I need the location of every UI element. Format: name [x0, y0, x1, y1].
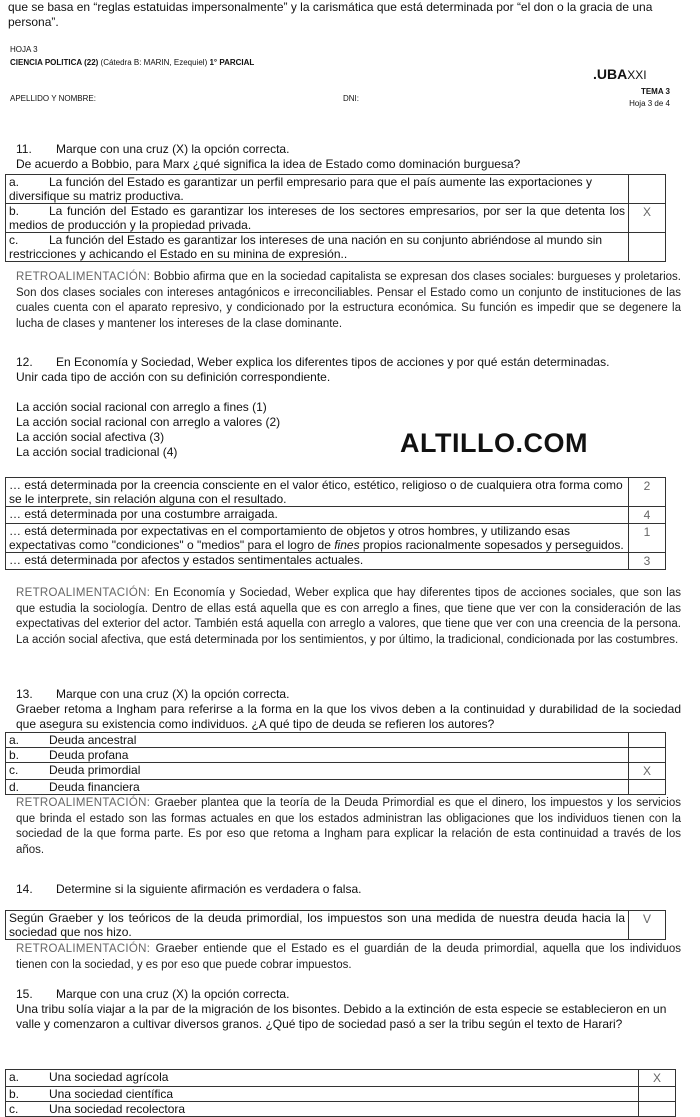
option-text: Deuda primordial: [49, 763, 141, 777]
course-cathedra: (Cátedra B: MARIN, Ezequiel): [98, 58, 210, 67]
option-text: La función del Estado es garantizar los intereses de los sectores empresarios, por ser la que detenta los medios de producción y la propiedad privada.: [9, 204, 625, 232]
q12-type-2: La acción social racional con arreglo a valores (2): [16, 415, 281, 429]
q13-option-answer[interactable]: [629, 780, 666, 795]
option-text: Una sociedad agrícola: [49, 1070, 169, 1084]
name-field-label: APELLIDO Y NOMBRE:: [10, 94, 96, 103]
option-text: Deuda profana: [49, 748, 129, 762]
option-letter: c.: [9, 233, 19, 247]
feedback-text: Graeber entiende que el Estado es el guardián de la deuda primordial, aquella que los individuos tienen con la sociedad, y es por eso que puede cobrar impuestos.: [16, 943, 681, 971]
course-exam: 1° PARCIAL: [209, 58, 255, 67]
q14-feedback: [16, 942, 681, 973]
q13-option-text: [6, 733, 629, 748]
option-letter: b.: [9, 204, 20, 218]
q12-instruction-text: En Economía y Sociedad, Weber explica los diferentes tipos de acciones y por qué están determinadas.: [56, 355, 610, 369]
option-letter: a.: [9, 175, 20, 189]
q12-definition-text: … está determinada por la creencia consciente en el valor ético, estético, religioso o de cualquiera otra forma como se le interprete, sin relación alguna con el resultado.: [6, 478, 629, 507]
q14-answer[interactable]: V: [629, 911, 666, 940]
q12-number: 12.: [16, 355, 33, 369]
q13-option-a: [6, 733, 666, 748]
q13-options-table: [5, 732, 666, 795]
q13-feedback: [16, 796, 681, 858]
q13-number: 13.: [16, 687, 33, 701]
q13-option-text: [6, 780, 629, 795]
q12-definition-text: … está determinada por una costumbre arraigada.: [6, 507, 629, 524]
q13-option-b: [6, 748, 666, 763]
q12-definition-text: … está determinada por afectos y estados sentimentales actuales.: [6, 553, 629, 570]
watermark: ALTILLO.COM: [400, 428, 588, 458]
q11-option-a-answer[interactable]: [629, 175, 666, 204]
q14-instruction-text: Determine si la siguiente afirmación es verdadera o falsa.: [56, 882, 362, 896]
feedback-text: En Economía y Sociedad, Weber explica que hay diferentes tipos de acciones sociales, que son las que estudia la sociología. Dentro de ellas está aquella que es con arreglo a fines, que tiene que ver con la consideración de las expectativas del exterior del actor. También está aquella con arreglo a valores, que tiene que ver con una creencia de la persona. La acción social afectiva, que está determinada por los sentimientos, y por último, la tradicional, condicionada por las costumbres.: [16, 587, 681, 646]
uba-logo-xxi: XXI: [627, 68, 647, 82]
option-letter: a.: [9, 1070, 20, 1084]
q14-statement: Según Graeber y los teóricos de la deuda primordial, los impuestos son una medida de nuestra deuda hacia la sociedad que nos hizo.: [6, 911, 629, 940]
q13-option-answer[interactable]: X: [629, 763, 666, 780]
uba-logo: [593, 66, 647, 82]
q13-option-d: [6, 780, 666, 795]
q12-type-3: La acción social afectiva (3): [16, 430, 165, 444]
dni-field-label: DNI:: [343, 94, 359, 103]
option-text: Deuda financiera: [49, 780, 140, 794]
q15-option-b: [6, 1087, 676, 1102]
option-text: Deuda ancestral: [49, 733, 137, 747]
q11-option-a: [6, 175, 666, 204]
q12-definition-row: [6, 524, 666, 553]
q15-options-table: [5, 1069, 676, 1117]
q15-option-text: [6, 1087, 639, 1102]
q14-number: 14.: [16, 882, 33, 896]
q11-option-c: [6, 233, 666, 262]
option-letter: b.: [9, 1087, 20, 1101]
q12-type-4: La acción social tradicional (4): [16, 445, 178, 459]
q13-option-c: [6, 763, 666, 780]
option-text: Una sociedad recolectora: [49, 1102, 186, 1116]
tema-label: TEMA 3: [640, 87, 670, 96]
q15-question: Una tribu solía viajar a la par de la migración de los bisontes. Debido a la extinción de esta especie se establecieron en un valle y comenzaron a cultivar diversos granos. ¿Qué tipo de sociedad pasó a ser la tribu según el texto de Harari?: [16, 1002, 667, 1031]
q14-statement-row: [6, 911, 666, 940]
q15-instruction: [16, 987, 289, 1002]
q11-options-table: [5, 174, 666, 262]
q13-option-answer[interactable]: [629, 733, 666, 748]
q15-number: 15.: [16, 987, 33, 1001]
definition-text-part: … está determinada por expectativas en el comportamiento de objetos y otros hombres, y utilizando esas expectativas como "condiciones" o "medios" para el logro de: [9, 524, 570, 552]
q15-option-a: [6, 1070, 676, 1087]
q15-option-text: [6, 1102, 639, 1117]
option-text: Una sociedad científica: [49, 1087, 174, 1101]
q12-feedback: [16, 586, 681, 648]
q13-instruction: [16, 687, 289, 702]
option-letter: d.: [9, 780, 20, 794]
q15-option-text: [6, 1070, 639, 1087]
uba-logo-main: .UBA: [593, 66, 628, 82]
q13-option-answer[interactable]: [629, 748, 666, 763]
q12-definition-row: [6, 553, 666, 570]
q15-instruction-text: Marque con una cruz (X) la opción correcta.: [56, 987, 290, 1001]
q12-definition-answer[interactable]: 2: [629, 478, 666, 507]
q11-option-b-text: [6, 204, 629, 233]
q12-definition-answer[interactable]: 1: [629, 524, 666, 553]
feedback-label: RETROALIMENTACIÓN:: [16, 587, 151, 599]
q13-option-text: [6, 763, 629, 780]
option-letter: c.: [9, 763, 19, 777]
q11-number: 11.: [16, 142, 32, 156]
option-letter: a.: [9, 733, 20, 747]
option-letter: c.: [9, 1102, 19, 1116]
feedback-text: Graeber plantea que la teoría de la Deuda Primordial es que el dinero, los impuestos y los servicios que brinda el estado son las formas actuales en que los estados administran las obligaciones que los individuos tienen con la sociedad de la que forma parte. Es por eso que retoma a Ingham para explicar la relación de esta continuidad a través de los años.: [16, 797, 681, 856]
course-title: [10, 58, 254, 68]
sheet-label: HOJA 3: [10, 45, 38, 54]
q11-option-a-text: [6, 175, 629, 204]
q14-statement-table: [5, 910, 666, 940]
q12-definitions-table: [5, 477, 666, 570]
q11-instruction: [16, 142, 289, 157]
q12-definition-row: [6, 507, 666, 524]
q12-definition-text: [6, 524, 629, 553]
course-name: CIENCIA POLITICA (22): [10, 58, 99, 67]
q11-option-b-answer[interactable]: X: [629, 204, 666, 233]
feedback-label: RETROALIMENTACIÓN:: [16, 797, 151, 809]
option-text: La función del Estado es garantizar un perfil empresario para que el país aumente las exportaciones y diversifique su matriz productiva.: [9, 175, 592, 203]
page-count: Hoja 3 de 4: [629, 99, 670, 108]
definition-text-emphasis: fines: [334, 538, 360, 552]
feedback-label: RETROALIMENTACIÓN:: [16, 271, 151, 283]
q12-definition-answer[interactable]: 4: [629, 507, 666, 524]
q11-feedback: [16, 270, 681, 332]
q11-question: De acuerdo a Bobbio, para Marx ¿qué significa la idea de Estado como dominación burguesa?: [16, 157, 521, 171]
q15-option-answer[interactable]: [639, 1102, 676, 1117]
q11-option-c-answer[interactable]: [629, 233, 666, 262]
q15-option-answer[interactable]: [639, 1087, 676, 1102]
feedback-text: Bobbio afirma que en la sociedad capitalista se expresan dos clases sociales: burgueses y proletarios. Son dos clases sociales con intereses antagónicos e irreconciliables. Pensar el Estado como un conjunto de instituciones de las cuales cuenta con el aparato represivo, y condicionado por la estructura económica. Su función es impedir que se degenere la lucha de clases y mantener los intereses de la clase dominante.: [16, 271, 681, 330]
option-letter: b.: [9, 748, 20, 762]
feedback-label: RETROALIMENTACIÓN:: [16, 943, 151, 955]
option-text: La función del Estado es garantizar los intereses de una nación en su conjunto abriéndose al mundo sin restricciones y achicando el Estado en su minina de expresión..: [9, 233, 603, 261]
q15-option-answer[interactable]: X: [639, 1070, 676, 1087]
q12-instruction: [16, 355, 609, 370]
q13-option-text: [6, 748, 629, 763]
q12-definition-answer[interactable]: 3: [629, 553, 666, 570]
q11-option-c-text: [6, 233, 629, 262]
q12-type-1: La acción social racional con arreglo a fines (1): [16, 400, 267, 414]
q11-option-b: [6, 204, 666, 233]
q15-option-c: [6, 1102, 676, 1117]
q13-question: Graeber retoma a Ingham para referirse a la forma en la que los vivos deben a la continuidad y durabilidad de la sociedad que asegura su existencia como individuos. ¿A qué tipo de deuda se refieren los autores?: [16, 702, 681, 731]
intro-text: que se basa en “reglas estatuidas impersonalmente” y la carismática que está determinada por “el don o la gracia de una persona”.: [8, 0, 653, 29]
q13-instruction-text: Marque con una cruz (X) la opción correcta.: [56, 687, 290, 701]
q12-question: Unir cada tipo de acción con su definición correspondiente.: [16, 370, 331, 384]
q14-instruction: [16, 882, 361, 897]
q12-definition-row: [6, 478, 666, 507]
definition-text-part: propios racionalmente sopesados y perseguidos.: [359, 538, 624, 552]
q11-instruction-text: Marque con una cruz (X) la opción correcta.: [56, 142, 290, 156]
q12-types-list: [16, 400, 280, 460]
